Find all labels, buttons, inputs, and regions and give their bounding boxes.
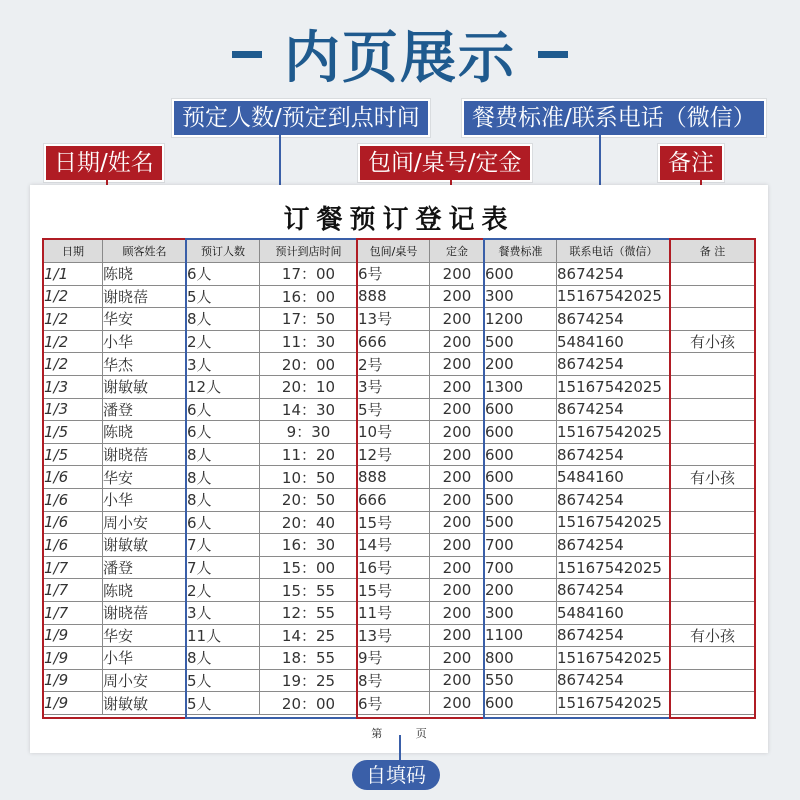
cell-note [671, 601, 755, 624]
cell-customer-name: 小华 [103, 488, 187, 511]
page-footer-right: 页 [415, 727, 427, 740]
cell-deposit: 200 [430, 263, 485, 286]
cell-meal-fee: 700 [485, 534, 557, 557]
cell-arrival-time: 20：10 [260, 375, 358, 398]
cell-party-size: 8人 [187, 466, 260, 489]
cell-party-size: 3人 [187, 601, 260, 624]
sheet-title: 订餐预订登记表 [283, 205, 515, 235]
cell-contact-phone: 15167542025 [557, 556, 671, 579]
cell-contact-phone: 8674254 [557, 579, 671, 602]
table-row [44, 398, 755, 421]
cell-date: 1/6 [44, 466, 103, 489]
cell-date: 1/2 [44, 353, 103, 376]
cell-note [671, 669, 755, 692]
table-row [44, 353, 755, 376]
cell-arrival-time: 20：50 [260, 488, 358, 511]
table-row [44, 556, 755, 579]
cell-room-table: 5号 [358, 398, 430, 421]
cell-arrival-time: 14：30 [260, 398, 358, 421]
cell-customer-name: 华安 [103, 466, 187, 489]
header-deposit: 定金 [430, 240, 485, 263]
cell-contact-phone: 8674254 [557, 624, 671, 647]
cell-meal-fee: 600 [485, 398, 557, 421]
cell-contact-phone: 8674254 [557, 534, 671, 557]
cell-customer-name: 谢晓蓓 [103, 601, 187, 624]
table-row [44, 488, 755, 511]
table-row [44, 285, 755, 308]
cell-arrival-time: 20：00 [260, 692, 358, 715]
cell-party-size: 6人 [187, 398, 260, 421]
cell-meal-fee: 200 [485, 353, 557, 376]
cell-note [671, 308, 755, 331]
table-row [44, 421, 755, 444]
cell-note [671, 579, 755, 602]
cell-customer-name: 谢敏敏 [103, 534, 187, 557]
cell-party-size: 5人 [187, 669, 260, 692]
cell-party-size: 8人 [187, 488, 260, 511]
cell-room-table: 6号 [358, 692, 430, 715]
cell-arrival-time: 10：50 [260, 466, 358, 489]
table-row [44, 511, 755, 534]
header-note: 备 注 [671, 240, 755, 263]
cell-arrival-time: 17：00 [260, 263, 358, 286]
cell-contact-phone: 15167542025 [557, 421, 671, 444]
cell-deposit: 200 [430, 624, 485, 647]
cell-meal-fee: 600 [485, 692, 557, 715]
cell-customer-name: 周小安 [103, 511, 187, 534]
cell-customer-name: 谢敏敏 [103, 692, 187, 715]
cell-date: 1/9 [44, 647, 103, 670]
cell-arrival-time: 16：30 [260, 534, 358, 557]
cell-contact-phone: 15167542025 [557, 692, 671, 715]
cell-party-size: 6人 [187, 511, 260, 534]
cell-note: 有小孩 [671, 466, 755, 489]
cell-deposit: 200 [430, 375, 485, 398]
cell-customer-name: 小华 [103, 647, 187, 670]
cell-meal-fee: 1300 [485, 375, 557, 398]
registration-table [43, 239, 755, 715]
cell-room-table: 12号 [358, 443, 430, 466]
cell-arrival-time: 18：55 [260, 647, 358, 670]
cell-customer-name: 华安 [103, 308, 187, 331]
cell-deposit: 200 [430, 398, 485, 421]
table-row [44, 443, 755, 466]
cell-room-table: 13号 [358, 624, 430, 647]
cell-note: 有小孩 [671, 330, 755, 353]
cell-date: 1/9 [44, 692, 103, 715]
header-meal-fee: 餐费标准 [485, 240, 557, 263]
header-contact-phone: 联系电话（微信） [557, 240, 671, 263]
cell-date: 1/9 [44, 624, 103, 647]
cell-party-size: 6人 [187, 263, 260, 286]
table-row [44, 466, 755, 489]
connector-self-fill-code [399, 735, 401, 761]
cell-arrival-time: 19：25 [260, 669, 358, 692]
cell-contact-phone: 8674254 [557, 398, 671, 421]
cell-arrival-time: 12：55 [260, 601, 358, 624]
cell-arrival-time: 16：00 [260, 285, 358, 308]
cell-room-table: 14号 [358, 534, 430, 557]
cell-contact-phone: 8674254 [557, 308, 671, 331]
cell-contact-phone: 8674254 [557, 488, 671, 511]
header-room-table: 包间/桌号 [358, 240, 430, 263]
cell-customer-name: 潘登 [103, 398, 187, 421]
cell-contact-phone: 5484160 [557, 330, 671, 353]
callout-fee-phone: 餐费标准/联系电话（微信） [462, 99, 766, 137]
cell-note [671, 556, 755, 579]
cell-room-table: 666 [358, 488, 430, 511]
cell-arrival-time: 14：25 [260, 624, 358, 647]
cell-contact-phone: 15167542025 [557, 375, 671, 398]
cell-meal-fee: 600 [485, 466, 557, 489]
cell-party-size: 8人 [187, 443, 260, 466]
cell-contact-phone: 15167542025 [557, 511, 671, 534]
cell-party-size: 11人 [187, 624, 260, 647]
cell-arrival-time: 15：00 [260, 556, 358, 579]
cell-deposit: 200 [430, 421, 485, 444]
table-row [44, 624, 755, 647]
table-header-row [44, 240, 755, 263]
cell-customer-name: 陈晓 [103, 579, 187, 602]
cell-date: 1/6 [44, 511, 103, 534]
cell-note [671, 443, 755, 466]
cell-contact-phone: 5484160 [557, 466, 671, 489]
cell-customer-name: 谢晓蓓 [103, 285, 187, 308]
cell-meal-fee: 800 [485, 647, 557, 670]
cell-room-table: 3号 [358, 375, 430, 398]
cell-contact-phone: 8674254 [557, 353, 671, 376]
cell-date: 1/7 [44, 601, 103, 624]
cell-deposit: 200 [430, 647, 485, 670]
cell-contact-phone: 15167542025 [557, 647, 671, 670]
header-arrival-time: 预计到店时间 [260, 240, 358, 263]
cell-note [671, 375, 755, 398]
cell-date: 1/7 [44, 556, 103, 579]
cell-deposit: 200 [430, 556, 485, 579]
cell-customer-name: 谢敏敏 [103, 375, 187, 398]
cell-customer-name: 华杰 [103, 353, 187, 376]
cell-customer-name: 谢晓蓓 [103, 443, 187, 466]
cell-party-size: 8人 [187, 647, 260, 670]
cell-room-table: 16号 [358, 556, 430, 579]
cell-date: 1/5 [44, 421, 103, 444]
header-customer-name: 顾客姓名 [103, 240, 187, 263]
cell-meal-fee: 200 [485, 579, 557, 602]
cell-note: 有小孩 [671, 624, 755, 647]
cell-party-size: 7人 [187, 556, 260, 579]
cell-deposit: 200 [430, 601, 485, 624]
cell-deposit: 200 [430, 353, 485, 376]
cell-customer-name: 陈晓 [103, 421, 187, 444]
cell-date: 1/2 [44, 285, 103, 308]
cell-date: 1/1 [44, 263, 103, 286]
table-row [44, 330, 755, 353]
cell-party-size: 5人 [187, 692, 260, 715]
cell-customer-name: 华安 [103, 624, 187, 647]
cell-deposit: 200 [430, 579, 485, 602]
cell-room-table: 9号 [358, 647, 430, 670]
cell-deposit: 200 [430, 511, 485, 534]
cell-room-table: 15号 [358, 579, 430, 602]
table-row [44, 375, 755, 398]
table-row [44, 534, 755, 557]
cell-date: 1/9 [44, 669, 103, 692]
cell-deposit: 200 [430, 534, 485, 557]
cell-date: 1/6 [44, 488, 103, 511]
cell-party-size: 6人 [187, 421, 260, 444]
cell-contact-phone: 8674254 [557, 669, 671, 692]
cell-contact-phone: 8674254 [557, 263, 671, 286]
callout-note: 备注 [658, 144, 724, 182]
cell-contact-phone: 15167542025 [557, 285, 671, 308]
cell-deposit: 200 [430, 692, 485, 715]
cell-contact-phone: 5484160 [557, 601, 671, 624]
cell-deposit: 200 [430, 488, 485, 511]
table-row [44, 263, 755, 286]
cell-meal-fee: 600 [485, 443, 557, 466]
cell-room-table: 8号 [358, 669, 430, 692]
cell-room-table: 888 [358, 285, 430, 308]
cell-note [671, 511, 755, 534]
cell-contact-phone: 8674254 [557, 443, 671, 466]
title-dash-left [232, 51, 262, 58]
cell-room-table: 888 [358, 466, 430, 489]
cell-date: 1/2 [44, 308, 103, 331]
cell-room-table: 6号 [358, 263, 430, 286]
cell-meal-fee: 550 [485, 669, 557, 692]
page-footer-left: 第 [371, 727, 383, 740]
cell-meal-fee: 1100 [485, 624, 557, 647]
cell-party-size: 7人 [187, 534, 260, 557]
cell-date: 1/7 [44, 579, 103, 602]
cell-note [671, 647, 755, 670]
cell-arrival-time: 20：00 [260, 353, 358, 376]
cell-party-size: 8人 [187, 308, 260, 331]
cell-arrival-time: 20：40 [260, 511, 358, 534]
cell-meal-fee: 600 [485, 421, 557, 444]
cell-room-table: 13号 [358, 308, 430, 331]
cell-room-table: 15号 [358, 511, 430, 534]
cell-note [671, 534, 755, 557]
cell-date: 1/2 [44, 330, 103, 353]
cell-party-size: 2人 [187, 579, 260, 602]
title-dash-right [538, 51, 568, 58]
callout-room-deposit: 包间/桌号/定金 [358, 144, 532, 182]
cell-deposit: 200 [430, 443, 485, 466]
header-party-size: 预订人数 [187, 240, 260, 263]
cell-customer-name: 潘登 [103, 556, 187, 579]
cell-note [671, 488, 755, 511]
cell-customer-name: 小华 [103, 330, 187, 353]
callout-people-time: 预定人数/预定到点时间 [172, 99, 430, 137]
cell-note [671, 398, 755, 421]
cell-meal-fee: 500 [485, 488, 557, 511]
cell-arrival-time: 9：30 [260, 421, 358, 444]
header-date: 日期 [44, 240, 103, 263]
cell-meal-fee: 500 [485, 330, 557, 353]
table-row [44, 647, 755, 670]
cell-arrival-time: 15：55 [260, 579, 358, 602]
table-row [44, 601, 755, 624]
cell-room-table: 11号 [358, 601, 430, 624]
cell-room-table: 10号 [358, 421, 430, 444]
banner [0, 14, 800, 94]
table-row [44, 308, 755, 331]
cell-arrival-time: 11：20 [260, 443, 358, 466]
cell-deposit: 200 [430, 308, 485, 331]
cell-meal-fee: 300 [485, 285, 557, 308]
cell-note [671, 285, 755, 308]
table-row [44, 579, 755, 602]
cell-meal-fee: 500 [485, 511, 557, 534]
cell-customer-name: 周小安 [103, 669, 187, 692]
cell-meal-fee: 600 [485, 263, 557, 286]
table-row [44, 692, 755, 715]
self-fill-code-tag: 自填码 [352, 760, 440, 790]
table-row [44, 669, 755, 692]
cell-deposit: 200 [430, 285, 485, 308]
cell-meal-fee: 1200 [485, 308, 557, 331]
callout-date-name: 日期/姓名 [44, 144, 164, 182]
cell-deposit: 200 [430, 330, 485, 353]
cell-room-table: 2号 [358, 353, 430, 376]
cell-date: 1/3 [44, 375, 103, 398]
cell-party-size: 3人 [187, 353, 260, 376]
cell-note [671, 421, 755, 444]
cell-arrival-time: 17：50 [260, 308, 358, 331]
cell-customer-name: 陈晓 [103, 263, 187, 286]
cell-date: 1/5 [44, 443, 103, 466]
cell-note [671, 263, 755, 286]
cell-party-size: 5人 [187, 285, 260, 308]
cell-arrival-time: 11：30 [260, 330, 358, 353]
cell-party-size: 12人 [187, 375, 260, 398]
cell-note [671, 353, 755, 376]
cell-date: 1/6 [44, 534, 103, 557]
cell-meal-fee: 700 [485, 556, 557, 579]
cell-deposit: 200 [430, 669, 485, 692]
cell-note [671, 692, 755, 715]
registration-sheet [30, 185, 768, 753]
cell-party-size: 2人 [187, 330, 260, 353]
cell-deposit: 200 [430, 466, 485, 489]
cell-meal-fee: 300 [485, 601, 557, 624]
cell-room-table: 666 [358, 330, 430, 353]
banner-title: 内页展示 [284, 26, 516, 91]
cell-date: 1/3 [44, 398, 103, 421]
